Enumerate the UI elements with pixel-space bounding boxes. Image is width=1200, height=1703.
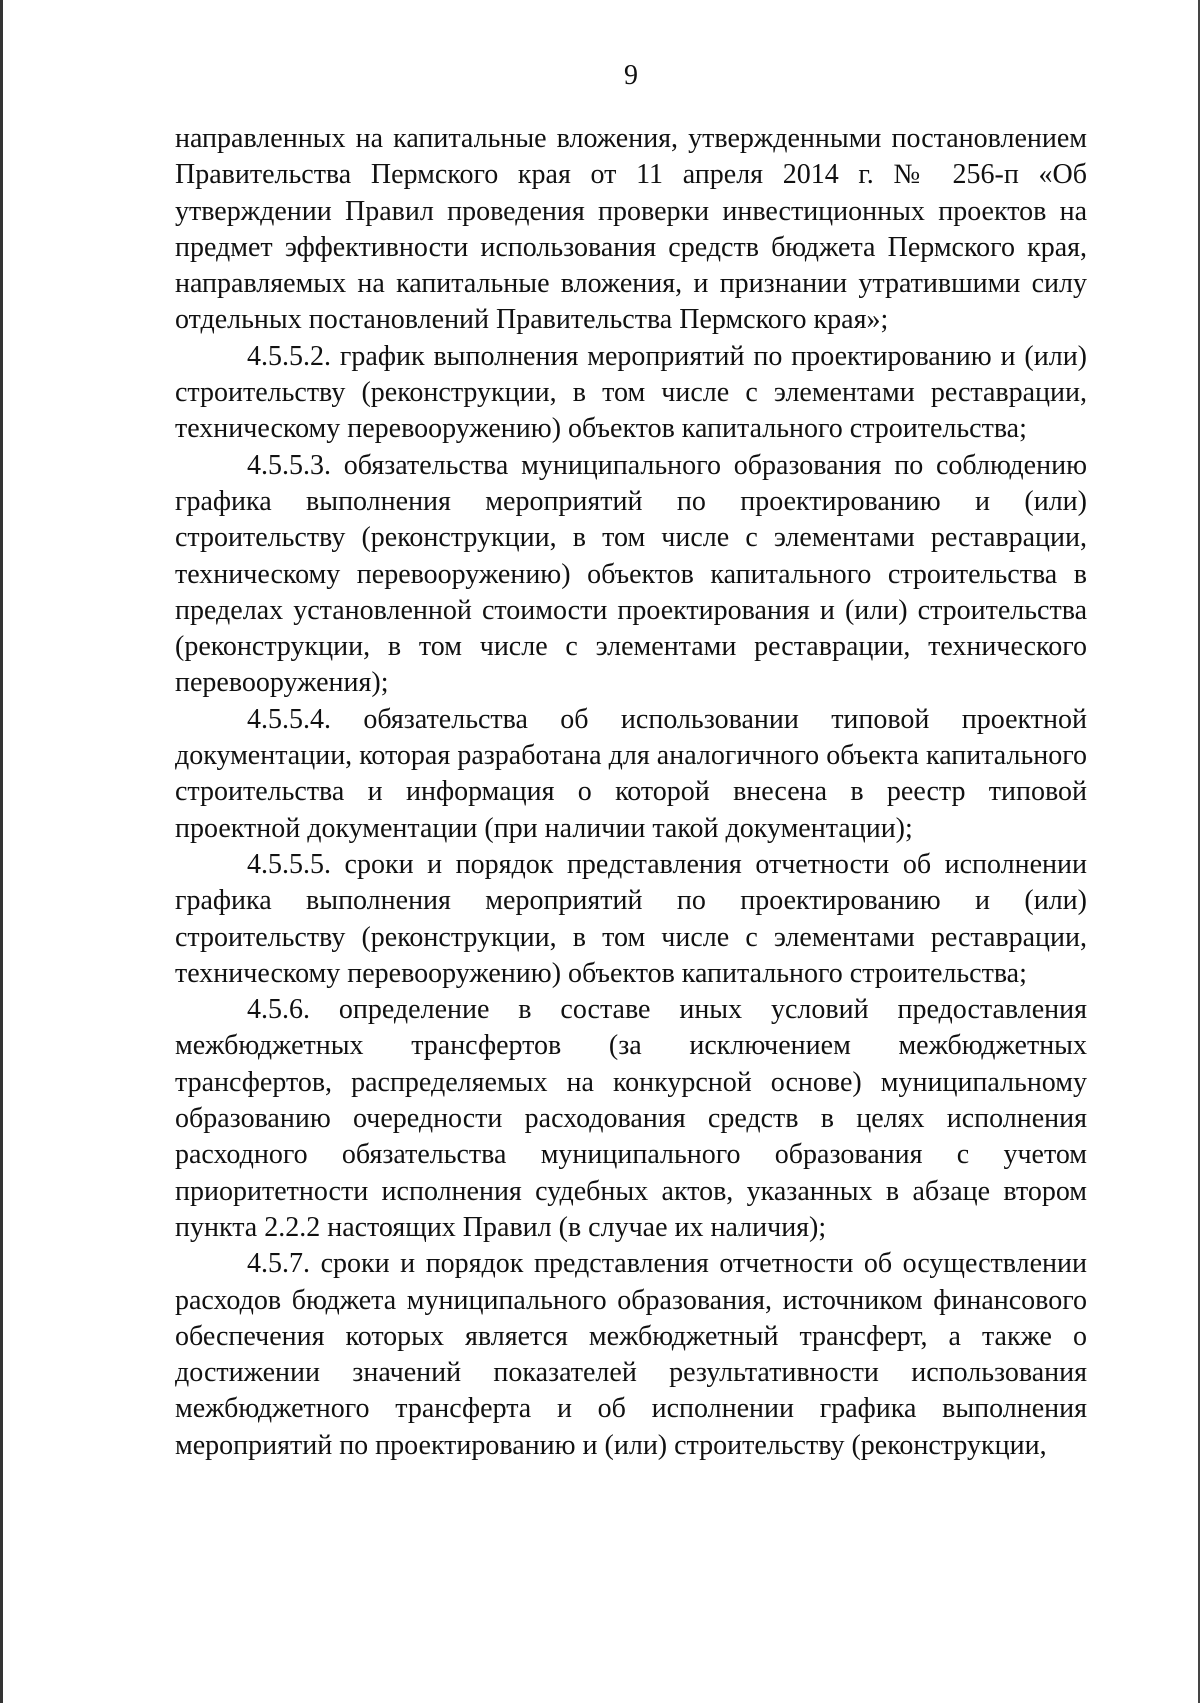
paragraph-4-5-6: 4.5.6. определение в составе иных условий предоставления межбюджетных трансфертов (за исключением межбюджетных трансфертов, распределяемых на конкурсной основе) муниципальному образованию очередности расходования средств в целях исполнения расходного обязательства муниципального образования с учетом приоритетности исполнения судебных актов, указанных в абзаце втором пункта 2.2.2 настоящих Правил (в случае их наличия); xyxy=(175,994,1087,1243)
paragraph-continuation: направленных на капитальные вложения, утвержденными постановлением Правительства Пермского края от 11 апреля 2014 г. № 256-п «Об утверждении Правил проведения проверки инвестиционных проектов на предмет эффективности использования средств бюджета Пермского края, направляемых на капитальные вложения, и признании утратившими силу отдельных постановлений Правительства Пермского края»; xyxy=(175,123,1087,336)
paragraph-4-5-5-2: 4.5.5.2. график выполнения мероприятий по проектированию и (или) строительству (реконструкции, в том числе с элементами реставрации, техническому перевооружению) объектов капитального строительства; xyxy=(175,340,1087,445)
paragraph-4-5-5-4: 4.5.5.4. обязательства об использовании типовой проектной документации, которая разработана для аналогичного объекта капитального строительства и информация о которой внесена в реестр типовой проектной документации (при наличии такой документации); xyxy=(175,703,1087,844)
page-number: 9 xyxy=(624,60,638,91)
document-body xyxy=(175,121,1087,1464)
paragraph-4-5-7: 4.5.7. сроки и порядок представления отчетности об осуществлении расходов бюджета муниципального образования, источником финансового обеспечения которых является межбюджетный трансферт, а также о достижении значений показателей результативности использования межбюджетного трансферта и об исполнении графика выполнения мероприятий по проектированию и (или) строительству (реконструкции, xyxy=(175,1248,1087,1461)
paragraph-4-5-5-3: 4.5.5.3. обязательства муниципального образования по соблюдению графика выполнения мероприятий по проектированию и (или) строительству (реконструкции, в том числе с элементами реставрации, техническому перевооружению) объектов капитального строительства в пределах установленной стоимости проектирования и (или) строительства (реконструкции, в том числе с элементами реставрации, технического перевооружения); xyxy=(175,449,1087,699)
paragraph-4-5-5-5: 4.5.5.5. сроки и порядок представления отчетности об исполнении графика выполнения мероприятий по проектированию и (или) строительству (реконструкции, в том числе с элементами реставрации, техническому перевооружению) объектов капитального строительства; xyxy=(175,848,1087,989)
